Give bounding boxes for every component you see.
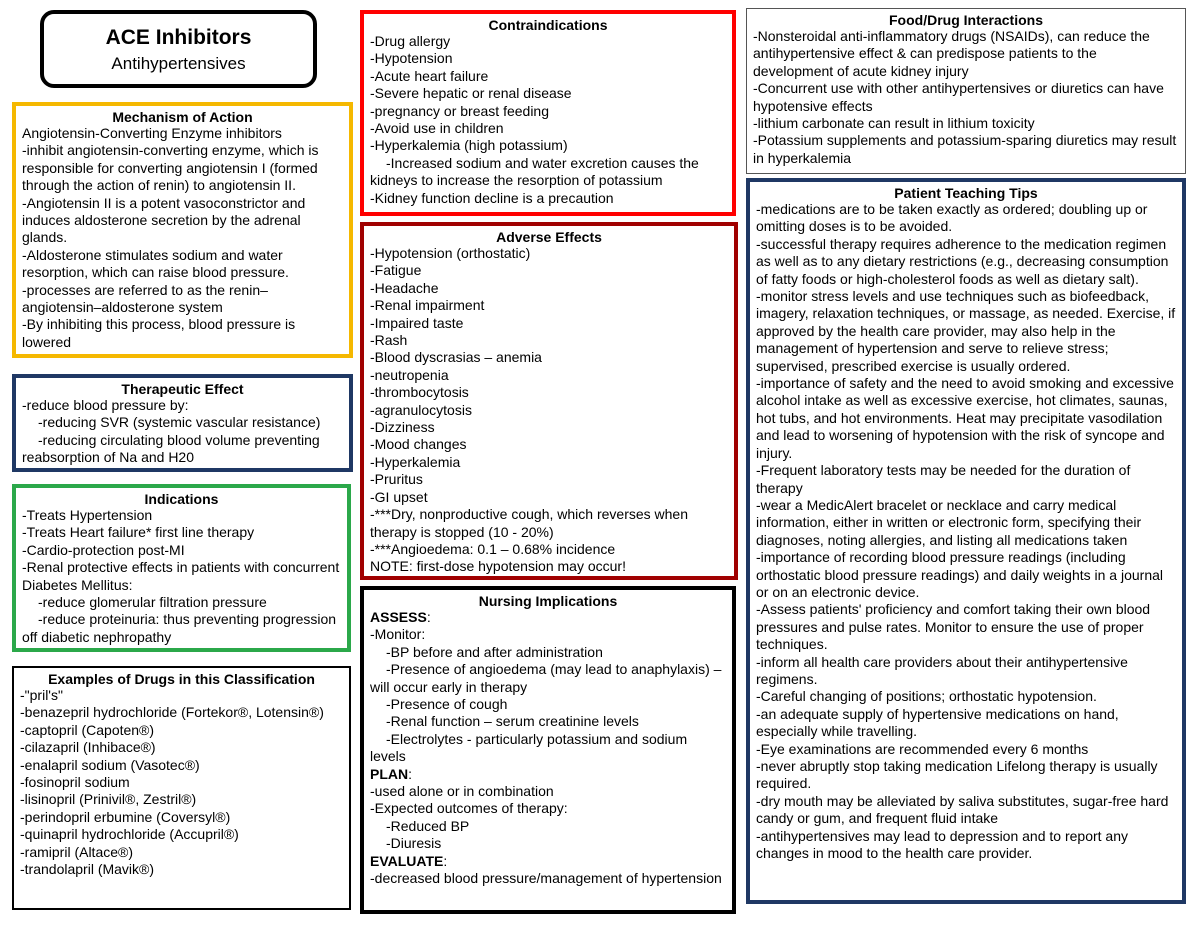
adverse-item: -Impaired taste <box>370 314 464 331</box>
teaching-item: -inform all health care providers about their antihypertensive regimens. <box>756 653 1128 687</box>
plan-line: -used alone or in combination <box>370 783 554 800</box>
evaluate-line: -decreased blood pressure/management of hypertension <box>370 870 722 887</box>
teaching-item: -importance of safety and the need to avoid smoking and excessive alcohol intake as well as excessive exercise, hot climates, saunas, hot tubs, and hot environments. Heat may precipitate vasodilation and lead to worsening of hypotension with the risk of syncope and injury. <box>756 375 1174 461</box>
mechanism-line: Angiotensin-Converting Enzyme inhibitors <box>22 125 282 141</box>
interaction-item: -Concurrent use with other antihypertensives or diuretics can have hypotensive effects <box>753 80 1164 114</box>
interaction-item: -lithium carbonate can result in lithium toxicity <box>753 115 1035 132</box>
assess-item: -Presence of angioedema (may lead to anaphylaxis) – will occur early in therapy <box>370 661 722 695</box>
interaction-item: -Nonsteroidal anti-inflammatory drugs (NSAIDs), can reduce the antihypertensive effect & can predispose patients to the development of acute kidney injury <box>753 28 1150 79</box>
contraindications-heading: Contraindications <box>488 17 608 33</box>
teaching-item: -wear a MedicAlert bracelet or necklace and carry medical information, either in written or electronic form, specifying their diagnoses, noting allergies, and listing all medications taken <box>756 496 1142 548</box>
adverse-item: -***Angioedema: 0.1 – 0.68% incidence <box>370 540 616 557</box>
page-subtitle: Antihypertensives <box>111 54 246 73</box>
adverse-item: -Dizziness <box>370 419 435 436</box>
teaching-item: -dry mouth may be alleviated by saliva substitutes, sugar-free hard candy or gum, and frequent fluid intake <box>756 792 1169 827</box>
contraindication-item: -Avoid use in children <box>370 120 504 137</box>
therapeutic-subitem: -reducing SVR (systemic vascular resistance) <box>38 414 321 431</box>
teaching-item: -Careful changing of positions; orthostatic hypotension. <box>756 688 1097 705</box>
teaching-item: -antihypertensives may lead to depression and to report any changes in mood to the health care provider. <box>756 827 1128 862</box>
adverse-item: -agranulocytosis <box>370 401 472 418</box>
indications-heading: Indications <box>144 491 219 507</box>
evaluate-label: EVALUATE: <box>370 852 448 869</box>
teaching-item: -an adequate supply of hypertensive medications on hand, especially while travelling. <box>756 705 1119 740</box>
adverse-item: -***Dry, nonproductive cough, which reverses when therapy is stopped (10 - 20%) <box>370 506 689 540</box>
drug-item: -lisinopril (Prinivil®, Zestril®) <box>20 791 197 808</box>
mechanism-line: -By inhibiting this process, blood pressure is lowered <box>22 316 296 350</box>
adverse-note: NOTE: first-dose hypotension may occur! <box>370 558 626 575</box>
drug-item: -benazepril hydrochloride (Fortekor®, Lotensin®) <box>20 704 324 721</box>
examples-box <box>12 666 351 910</box>
contraindication-item: -Hyperkalemia (high potassium) <box>370 137 568 154</box>
contraindication-item: -Drug allergy <box>370 33 451 49</box>
contraindication-item: -Hypotension <box>370 50 453 67</box>
adverse-item: -GI upset <box>370 488 428 505</box>
plan-label: PLAN: <box>370 765 413 782</box>
indication-item: -Cardio-protection post-MI <box>22 541 185 558</box>
contraindication-subitem: -Increased sodium and water excretion causes the kidneys to increase the resorption of potassium <box>370 154 699 189</box>
nursing-heading: Nursing Implications <box>478 593 618 609</box>
food-drug-box <box>746 8 1186 174</box>
therapeutic-heading: Therapeutic Effect <box>121 381 244 397</box>
mechanism-line: -Angiotensin II is a potent vasoconstrictor and induces aldosterone secretion by the adrenal glands. <box>22 194 306 246</box>
adverse-item: -Headache <box>370 279 439 296</box>
teaching-item: -importance of recording blood pressure readings (including orthostatic blood pressure readings) and daily weights in a journal or on an electronic device. <box>756 549 1164 600</box>
teaching-item: -medications are to be taken exactly as ordered; doubling up or omitting doses is to be avoided. <box>756 201 1148 235</box>
indication-item: -Treats Hypertension <box>22 507 153 523</box>
mechanism-line: -processes are referred to as the renin–angiotensin–aldosterone system <box>22 281 268 316</box>
adverse-item: -Rash <box>370 332 408 349</box>
monitor-line: -Monitor: <box>370 626 426 643</box>
adverse-item: -Mood changes <box>370 436 467 453</box>
drug-item: -trandolapril (Mavik®) <box>20 861 155 878</box>
drug-item: -quinapril hydrochloride (Accupril®) <box>20 826 239 843</box>
adverse-box <box>360 222 738 580</box>
adverse-item: -Fatigue <box>370 262 422 279</box>
teaching-item: -monitor stress levels and use techniques such as biofeedback, imagery, relaxation techniques, or massage, as needed. Exercise, if approved by the health care provider, may also help in the management of hypertension and serve to relieve stress; supervised, prescribed exercise is usually ordered. <box>756 288 1176 374</box>
contraindication-item: -pregnancy or breast feeding <box>370 102 549 119</box>
assess-item: -BP before and after administration <box>386 643 603 660</box>
drug-item: -"pril's" <box>20 687 63 703</box>
drug-item: -perindopril erbumine (Coversyl®) <box>20 808 231 825</box>
teaching-item: -Assess patients' proficiency and comfort taking their own blood pressures and pulse rates. Monitor to ensure the use of proper techniques. <box>756 601 1151 653</box>
mechanism-line: -Aldosterone stimulates sodium and water resorption, which can raise blood pressure. <box>22 246 289 281</box>
drug-item: -ramipril (Altace®) <box>20 843 133 860</box>
indication-subitem: -reduce proteinuria: thus preventing progression off diabetic nephropathy <box>22 611 337 645</box>
contraindication-item: -Severe hepatic or renal disease <box>370 85 572 102</box>
mechanism-heading: Mechanism of Action <box>112 109 253 125</box>
adverse-heading: Adverse Effects <box>496 229 602 245</box>
mechanism-line: -inhibit angiotensin-converting enzyme, which is responsible for converting angiotensin I (formed through the action of renin) to angiotensin II. <box>22 142 319 194</box>
adverse-item: -Blood dyscrasias – anemia <box>370 349 542 366</box>
adverse-item: -Hypotension (orthostatic) <box>370 245 531 261</box>
therapeutic-box <box>12 374 353 472</box>
adverse-item: -Hyperkalemia <box>370 453 461 470</box>
contraindications-box <box>360 10 736 216</box>
page-title: ACE Inhibitors <box>105 26 252 49</box>
mechanism-box <box>12 102 353 358</box>
assess-item: -Presence of cough <box>386 696 508 713</box>
plan-item: -Reduced BP <box>386 817 470 834</box>
drug-item: -cilazapril (Inhibace®) <box>20 739 156 756</box>
teaching-item: -Frequent laboratory tests may be needed for the duration of therapy <box>756 462 1131 496</box>
teaching-box <box>746 178 1186 904</box>
indication-item: -Renal protective effects in patients with concurrent Diabetes Mellitus: <box>22 559 340 593</box>
teaching-item: -Eye examinations are recommended every 6 months <box>756 740 1089 757</box>
indication-item: -Treats Heart failure* first line therapy <box>22 524 255 541</box>
teaching-item: -never abruptly stop taking medication Lifelong therapy is usually required. <box>756 758 1158 792</box>
plan-item: -Diuresis <box>386 835 442 852</box>
contraindication-item: -Kidney function decline is a precaution <box>370 189 614 206</box>
interaction-item: -Potassium supplements and potassium-sparing diuretics may result in hyperkalemia <box>753 132 1177 166</box>
teaching-heading: Patient Teaching Tips <box>894 185 1038 201</box>
assess-item: -Renal function – serum creatinine levels <box>386 713 639 730</box>
therapeutic-line: -reduce blood pressure by: <box>22 397 189 413</box>
contraindication-item: -Acute heart failure <box>370 67 489 84</box>
plan-line: -Expected outcomes of therapy: <box>370 800 568 817</box>
therapeutic-subitem: -reducing circulating blood volume preventing reabsorption of Na and H20 <box>22 431 320 466</box>
drug-item: -captopril (Capoten®) <box>20 721 155 738</box>
adverse-item: -Pruritus <box>370 471 423 488</box>
indication-subitem: -reduce glomerular filtration pressure <box>38 594 267 611</box>
assess-item: -Electrolytes - particularly potassium and sodium levels <box>370 730 688 765</box>
adverse-item: -thrombocytosis <box>370 384 469 401</box>
nursing-box <box>360 586 736 914</box>
drug-item: -fosinopril sodium <box>20 774 130 791</box>
teaching-item: -successful therapy requires adherence to the medication regimen as well as to any dietary restrictions (e.g., decreasing consumption of fatty foods or high-cholesterol foods as well as dietary salt). <box>756 235 1169 287</box>
assess-label: ASSESS: <box>370 609 431 625</box>
drug-item: -enalapril sodium (Vasotec®) <box>20 756 200 773</box>
examples-heading: Examples of Drugs in this Classification <box>48 671 315 687</box>
adverse-item: -neutropenia <box>370 366 449 383</box>
indications-box <box>12 484 351 652</box>
title-box <box>40 10 317 88</box>
food-drug-heading: Food/Drug Interactions <box>889 12 1043 28</box>
adverse-item: -Renal impairment <box>370 297 485 314</box>
